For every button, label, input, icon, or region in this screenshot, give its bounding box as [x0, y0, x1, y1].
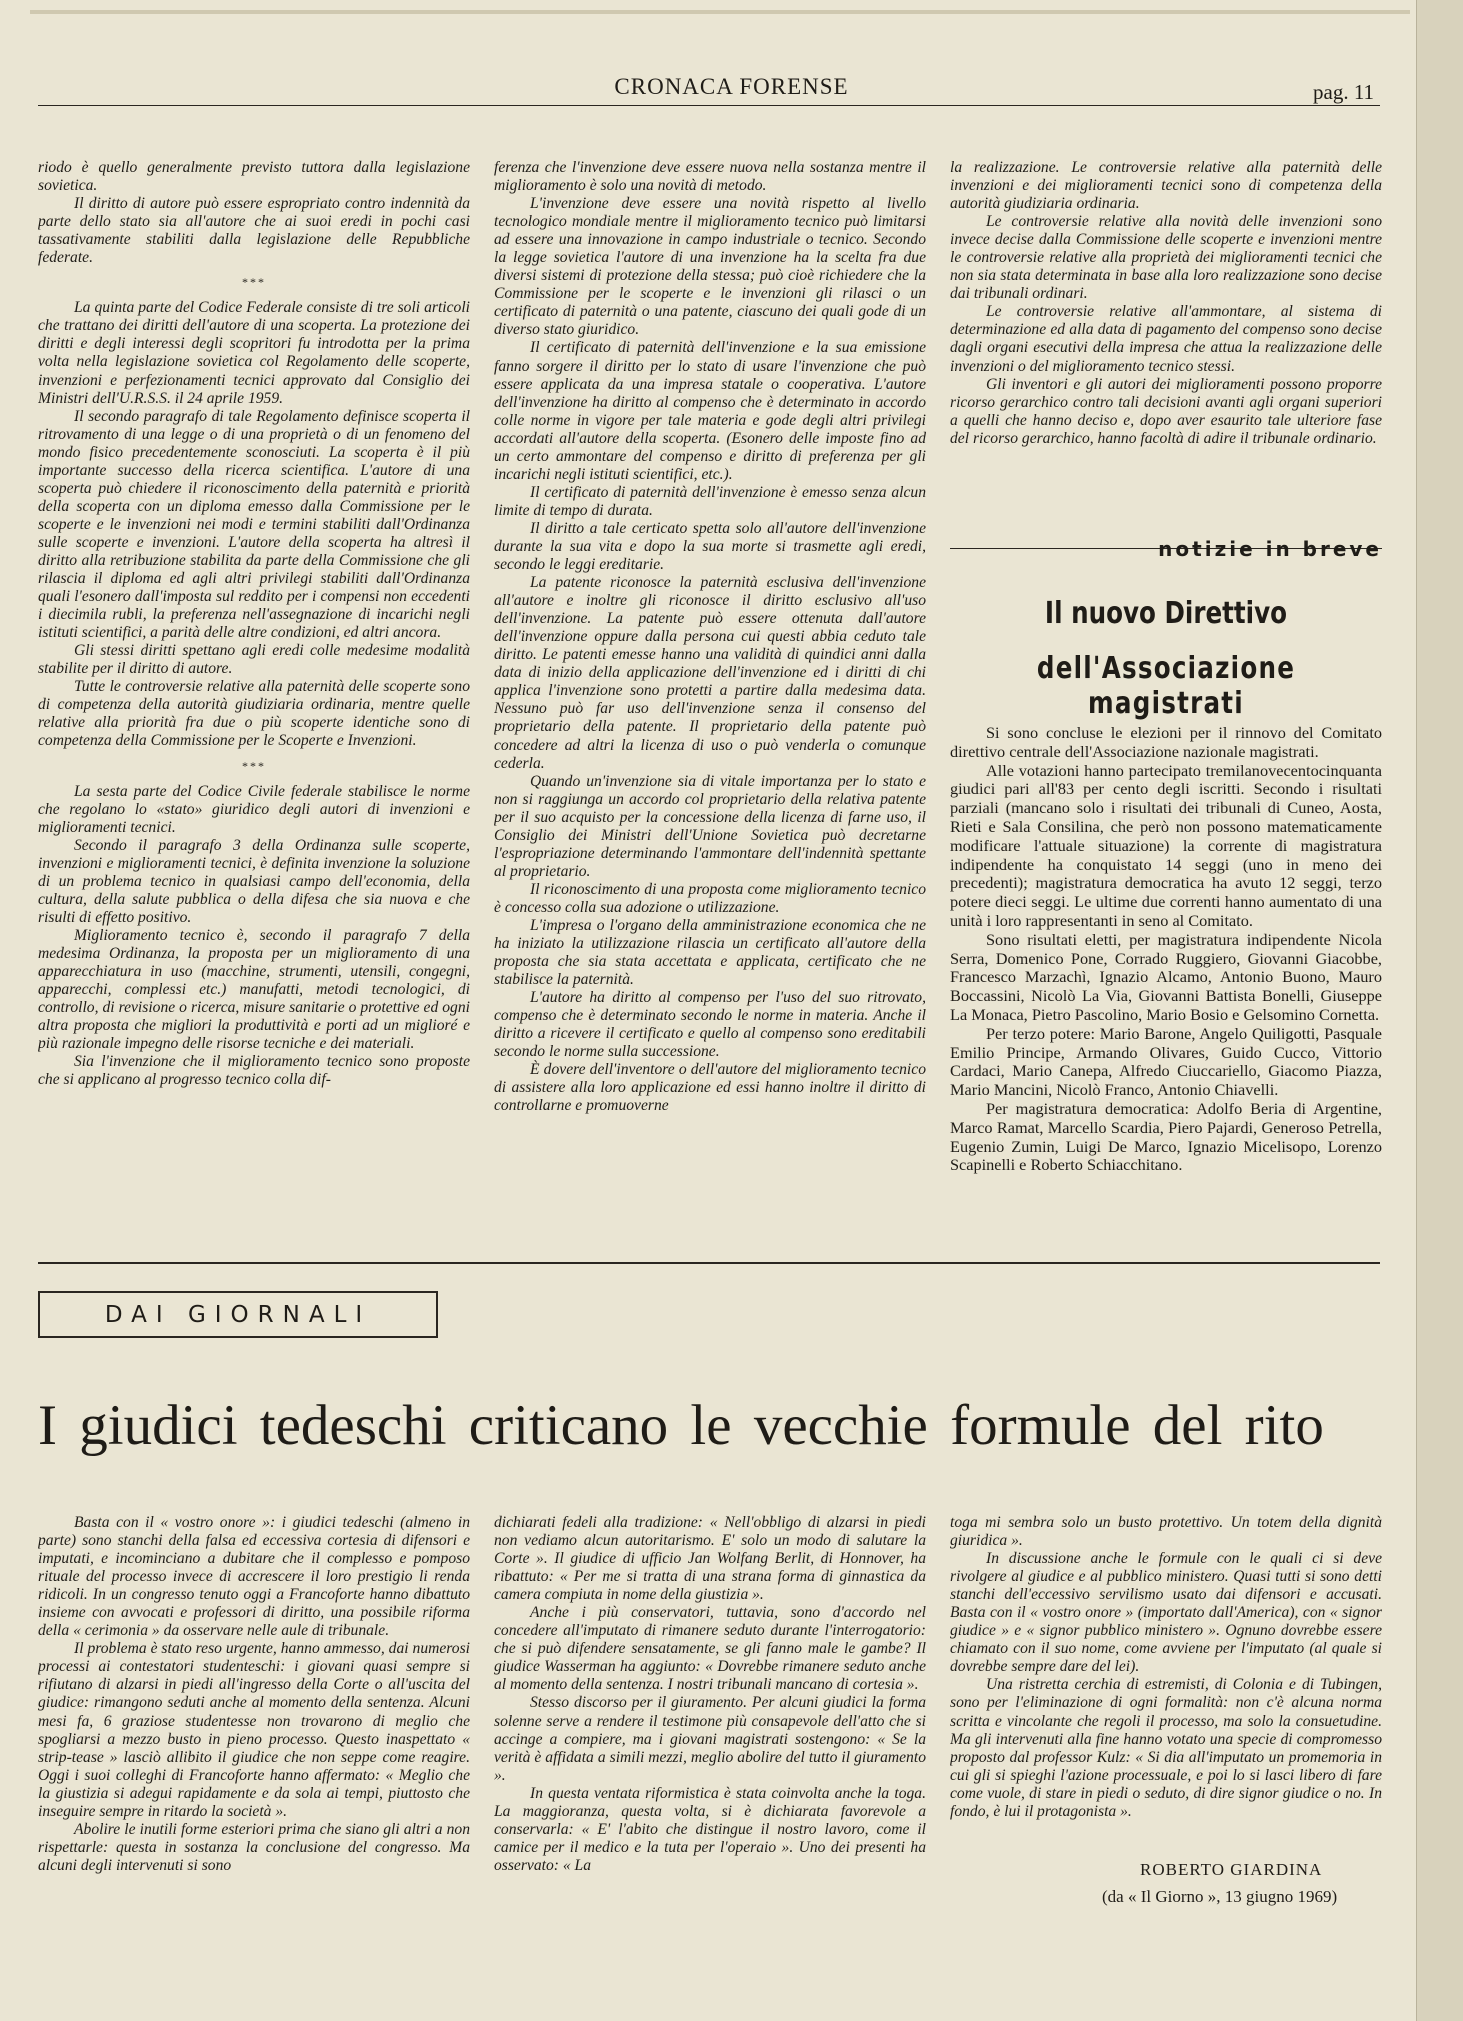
page-number: pag. 11	[1313, 80, 1375, 104]
paragraph: Il secondo paragrafo di tale Regolamento definisce scoperta il ritrovamento di una legge o di una proprietà o di un fenomeno del mondo fisico precedentemente sconosciuti. La scoperta è il più importante successo della ricerca scientifica. L'autore di una scoperta può chiedere il riconoscimento della paternità e priorità della scoperta con un diploma emesso dalla Commissione per le scoperte e le invenzioni nei modi e termini stabiliti dall'Ordinanza sulle scoperte e invenzioni. L'autore della scoperta ha altresì il diritto alla retribuzione stabilita da parte della Commissione che gli rilascia il diploma ed agli altri privilegi stabiliti dall'Ordinanza quali l'esonero dall'imposta sul reddito per i compensi non eccedenti i diecimila rubli, la preferenza nell'assegnazione di incarichi negli istituti scientifici, a parità delle altre condizioni, ed altri ancora.	[38, 407, 470, 642]
section-label-box: DAI GIORNALI	[38, 1291, 438, 1338]
brief-title-line-1: Il nuovo Direttivo	[1044, 596, 1288, 631]
author-signature: ROBERTO GIARDINA	[1140, 1860, 1323, 1879]
paragraph: Stesso discorso per il giuramento. Per alcuni giudici la forma solenne serve a rendere il testimone più consapevole dell'atto che si accinge a compiere, ma i giovani magistrati sostengono: « Se la verità è affidata a simili mezzi, meglio abolire del tutto il giuramento ».	[494, 1694, 926, 1784]
paragraph: dichiarati fedeli alla tradizione: « Nell'obbligo di alzarsi in piedi non vediamo alcun autoritarismo. E' solo un modo di salutare la Corte ». Il giudice di ufficio Jan Wolfang Berlit, di Honnover, ha ribattuto: « Per me si tratta di una strana forma di ginnastica da camera compiuta in nome della giustizia ».	[494, 1514, 926, 1604]
paragraph: Alle votazioni hanno partecipato tremilanovecentocinquanta giudici pari all'83 per cento degli iscritti. Secondo i risultati parziali (mancano solo i risultati dei tribunali di Cuneo, Aosta, Rieti e Sala Consilina, che però non possono matematicamente modificare l'attuale situazione) la corrente di magistratura indipendente ha conquistato 14 seggi (uno in meno dei precedenti); magistratura democratica ha avuto 12 seggi, terzo potere dieci seggi. Le ultime due correnti hanno aumentato di una unità i loro rappresentanti in seno al Comitato.	[950, 760, 1382, 930]
paragraph: Sono risultati eletti, per magistratura indipendente Nicola Serra, Domenico Pone, Corrado Ruggiero, Giovanni Giacobbe, Francesco Marzachì, Ignazio Alcamo, Antonio Buono, Mauro Boccassini, Nicolò La Via, Giovanni Battista Bonelli, Giuseppe La Monaca, Pietro Pascolino, Mario Bosio e Gelsomino Cornetta.	[950, 929, 1382, 1024]
source-credit: (da « Il Giorno », 13 giugno 1969)	[1102, 1887, 1338, 1906]
paragraph: L'impresa o l'organo della amministrazione economica che ne ha iniziato la utilizzazione rilascia un certificato all'autore della proposta che sia stata accettata e applicata, certificato che ne stabilisce la paternità.	[494, 916, 926, 989]
paragraph: In questa ventata riformistica è stata coinvolta anche la toga. La maggioranza, questa volta, si è dichiarata favorevole a conservarla: « E' l'abito che distingue il nostro lavoro, come il camice per il medico e la tuta per l'operaio ». Uno dei presenti ha osservato: « La	[494, 1784, 926, 1874]
paragraph: Quando un'invenzione sia di vitale importanza per lo stato e non si raggiunga un accordo col proprietario della relativa patente per il suo acquisto per la concessione della licenza di farne uso, il Consiglio dei Ministri dell'Unione Sovietica può decretarne l'espropriazione determinando l'ammontare dell'indennità spettante al proprietario.	[494, 772, 926, 880]
paragraph: La sesta parte del Codice Civile federale stabilisce le norme che regolano lo «stato» giuridico degli autori di invenzioni e miglioramenti tecnici.	[38, 782, 470, 836]
paragraph: Sia l'invenzione che il miglioramento tecnico sono proposte che si applicano al progresso tecnico colla dif-	[38, 1053, 470, 1089]
article-column-1	[38, 159, 470, 1241]
brief-body	[950, 724, 1382, 1244]
paragraph: la realizzazione. Le controversie relative alla paternità delle invenzioni e dei miglioramenti tecnici sono di competenza della autorità giudiziaria ordinaria.	[950, 159, 1382, 213]
masthead-title: CRONACA FORENSE	[614, 74, 849, 99]
paragraph: Il riconoscimento di una proposta come miglioramento tecnico è concesso colla sua adozione o utilizzazione.	[494, 880, 926, 916]
paragraph: L'autore ha diritto al compenso per l'uso del suo ritrovato, compenso che è determinato secondo le norme in materia. Anche il diritto a ricevere il certificato e quello al compenso sono ereditabili secondo le norme sulla successione.	[494, 989, 926, 1061]
article-headline: I giudici tedeschi criticano le vecchie formule del rito	[38, 1394, 1324, 1457]
top-edge-strip	[30, 10, 1410, 14]
article-column-3	[950, 159, 1382, 505]
paragraph: Anche i più conservatori, tuttavia, sono d'accordo nel concedere all'imputato di rimanere seduto durante l'interrogatorio: che si può difendere sensatamente, se gli fanno male le gambe? Il giudice Wasserman ha aggiunto: « Dovrebbe rimanere seduto anche al momento della sentenza. I nostri tribunali mancano di cortesia ».	[494, 1604, 926, 1694]
article-column-2	[494, 159, 926, 1241]
brief-section-label: notizie in breve	[1158, 537, 1382, 561]
paragraph: Abolire le inutili forme esteriori prima che siano gli altri a non rispettarle: questa in sostanza la conclusione del congresso. Ma alcuni degli intervenuti si sono	[38, 1820, 470, 1874]
paragraph: Le controversie relative all'ammontare, al sistema di determinazione ed alla data di pagamento del compenso sono decise dagli organi esecutivi della impresa che attua la realizzazione delle invenzioni o del miglioramento tecnico stessi.	[950, 303, 1382, 375]
page-edge	[1416, 0, 1463, 2021]
giornali-column-1	[38, 1514, 470, 1934]
giornali-column-3	[950, 1514, 1382, 1852]
paragraph: Secondo il paragrafo 3 della Ordinanza sulle scoperte, invenzioni e miglioramenti tecnici, è definita invenzione la soluzione di un problema tecnico in qualsiasi campo dell'economia, della cultura, della salute pubblica o della difesa che sia nuova e che risulti di effetto positivo.	[38, 836, 470, 926]
paragraph: Il diritto a tale certicato spetta solo all'autore dell'invenzione durante la sua vita e dopo la sua morte si trasmette agli eredi, secondo le leggi ereditarie.	[494, 519, 926, 574]
paragraph: Gli inventori e gli autori dei miglioramenti possono proporre ricorso gerarchico contro tali decisioni avanti agli organi superiori a quelli che hanno deciso e, dopo aver esaurito tale ulteriore fase del ricorso gerarchico, hanno facoltà di adire il tribunale ordinario.	[950, 375, 1382, 447]
giornali-column-2	[494, 1514, 926, 1934]
paragraph: In discussione anche le formule con le quali ci si deve rivolgere al giudice e al pubblico ministero. Quasi tutti si sono detti stanchi dell'eccessivo servilismo usato dai difensori e accusati. Basta con il « vostro onore » (importato dall'America), con « signor giudice » e « signor pubblico ministero ». Ognuno dovrebbe essere chiamato con il suo nome, come avviene per l'imputato (al quale si dovrebbe sempre dare del lei).	[950, 1550, 1382, 1676]
paragraph: La patente riconosce la paternità esclusiva dell'invenzione all'autore e inoltre gli riconosce il diritto esclusivo all'uso dell'invenzione. La patente può essere ottenuta dall'autore dell'invenzione oppure dalla persona cui questi abbia ceduto tale diritto. Le patenti emesse hanno una validità di quindici anni dalla data di inizio della applicazione dell'invenzione ed i diritti di chi applica l'invenzione sono protetti a partire dalla medesima data. Nessuno può far uso dell'invenzione senza il consenso del proprietario della patente. Il proprietario della patente può concedere ad altri la licenza di uso o può venderla o comunque cederla.	[494, 574, 926, 772]
paragraph: ferenza che l'invenzione deve essere nuova nella sostanza mentre il miglioramento è solo una novità di metodo.	[494, 159, 926, 195]
paragraph: È dovere dell'inventore o dell'autore del miglioramento tecnico di assistere alla loro applicazione ed essi hanno inoltre il diritto di controllarne e promuoverne	[494, 1061, 926, 1115]
paragraph: La quinta parte del Codice Federale consiste di tre soli articoli che trattano dei diritti dell'autore di una scoperta. La protezione dei diritti e degli interessi degli scopritori fu introdotta per la prima volta nella legislazione sovietica col Regolamento delle scoperte, invenzioni e perfezionamenti tecnici approvato dal Consiglio dei Ministri dell'U.R.S.S. il 24 aprile 1959.	[38, 299, 470, 407]
header-rule	[38, 105, 1380, 106]
paragraph: Tutte le controversie relative alla paternità delle scoperte sono di competenza della autorità giudiziaria ordinaria, mentre quelle relative alla priorità fra due o più scoperte identiche sono di competenza della Commissione per le Scoperte e Invenzioni.	[38, 678, 470, 750]
paragraph: Per terzo potere: Mario Barone, Angelo Quiligotti, Pasquale Emilio Principe, Armando Olivares, Guido Cucco, Vittorio Cardaci, Mario Canepa, Alfredo Ciuccariello, Giacomo Piazza, Mario Mancini, Nicolò Franco, Antonio Chiavelli.	[950, 1023, 1382, 1100]
section-rule	[38, 1262, 1380, 1264]
paragraph: Il certificato di paternità dell'invenzione è emesso senza alcun limite di tempo di durata.	[494, 483, 926, 519]
paragraph: Miglioramento tecnico è, secondo il paragrafo 7 della medesima Ordinanza, la proposta per un miglioramento di una apparecchiatura in uso (macchine, strumenti, utensili, congegni, apparecchi, complessi etc.) manufatti, metodi tecnologici, di controllo, di revisione o ricerca, misure sanitarie o protettive ed ogni altra proposta che migliori la produttività e porti ad un miglioré e più razionale impegno delle risorse tecniche e dei materiali.	[38, 926, 470, 1053]
paragraph: toga mi sembra solo un busto protettivo. Un totem della dignità giuridica ».	[950, 1514, 1382, 1550]
brief-title-line-2: dell'Associazione magistrati	[1036, 651, 1296, 721]
paragraph: Si sono concluse le elezioni per il rinnovo del Comitato direttivo centrale dell'Associazione nazionale magistrati.	[950, 724, 1382, 761]
paragraph: Il certificato di paternità dell'invenzione e la sua emissione fanno sorgere il diritto per lo stato di usare l'invenzione che può essere applicata da una impresa statale o cooperativa. L'autore dell'invenzione ha diritto al compenso che è determinato in accordo colle norme in vigore per tale materia e gode degli altri privilegi accordati all'autore della scoperta. (Esonero delle imposte fino ad un certo ammontare del compenso e diritto di preferenza per gli incarichi negli istituti scientifici, etc.).	[494, 339, 926, 483]
paragraph: Basta con il « vostro onore »: i giudici tedeschi (almeno in parte) sono stanchi della falsa ed eccessiva cortesia di difensori e imputati, e incominciano a dubitare che il complesso e pomposo rituale del processo invece di accrescere il loro prestigio li renda ridicoli. In un congresso tenuto oggi a Francoforte hanno dibattuto insieme con avvocati e professori di diritto, una possibile riforma della « cerimonia » da osservare nelle aule di tribunale.	[38, 1514, 470, 1640]
paragraph: Per magistratura democratica: Adolfo Beria di Argentine, Marco Ramat, Marcello Scardia, Piero Pajardi, Generoso Petrella, Eugenio Zumin, Luigi De Marco, Ignazio Micelisopo, Lorenzo Scapinelli e Roberto Schiacchitano.	[950, 1098, 1382, 1175]
paragraph: Il problema è stato reso urgente, hanno ammesso, dai numerosi processi ai contestatori studenteschi: i giovani quasi sempre si rifiutano di alzarsi in piedi all'ingresso della Corte o all'uscita del giudice: rimangono seduti anche al momento della sentenza. Alcuni mesi fa, 6 graziose studentesse non trovarono di meglio che spogliarsi a mezzo busto in pieno processo. Questo inaspettato « strip-tease » lasciò allibito il giudice che non seppe come reagire. Oggi i suoi colleghi di Francoforte hanno affermato: « Meglio che la giustizia si adegui rapidamente e da sola ai tempi, piuttosto che inseguire sempre in ritardo la società ».	[38, 1640, 470, 1820]
paragraph: Una ristretta cerchia di estremisti, di Colonia e di Tubingen, sono per l'eliminazione di ogni formalità: non c'è alcuna norma scritta e vincolante che regoli il processo, ma solo la consuetudine. Ma gli intervenuti alla fine hanno votato una specie di compromesso proposto dal professor Kulz: « Si dia all'imputato un promemoria in cui gli si spieghi l'azione processuale, e poi lo si lasci libero di fare come vuole, di stare in piedi o seduto, di dire signor giudice o no. In fondo, è lui il protagonista ».	[950, 1676, 1382, 1820]
paragraph: riodo è quello generalmente previsto tuttora dalla legislazione sovietica.	[38, 159, 470, 195]
section-separator: ***	[242, 275, 266, 290]
paragraph: Il diritto di autore può essere espropriato contro indennità da parte dello stato sia all'autore che ai suoi eredi in pochi casi tassativamente stabiliti dalla legislazione delle Repubbliche federate.	[38, 195, 470, 267]
paragraph: Gli stessi diritti spettano agli eredi colle medesime modalità stabilite per il diritto di autore.	[38, 642, 470, 678]
section-separator: ***	[242, 758, 266, 773]
paragraph: L'invenzione deve essere una novità rispetto al livello tecnologico mondiale mentre il miglioramento tecnico può limitarsi ad essere una innovazione in campo industriale o tecnico. Secondo la legge sovietica l'autore di una invenzione ha la scelta fra due diversi sistemi di protezione della stessa; può cioè richiedere che la Commissione per le scoperte e le invenzioni gli rilasci o un certificato di paternità o una patente, ciascuno dei quali gode di un diverso stato giuridico.	[494, 195, 926, 339]
paragraph: Le controversie relative alla novità delle invenzioni sono invece decise dalla Commissione delle scoperte e invenzioni mentre le controversie relative alla proprietà dei miglioramenti tecnici che non sia stata determinata in base alla loro realizzazione sono decise dai tribunali ordinari.	[950, 213, 1382, 303]
